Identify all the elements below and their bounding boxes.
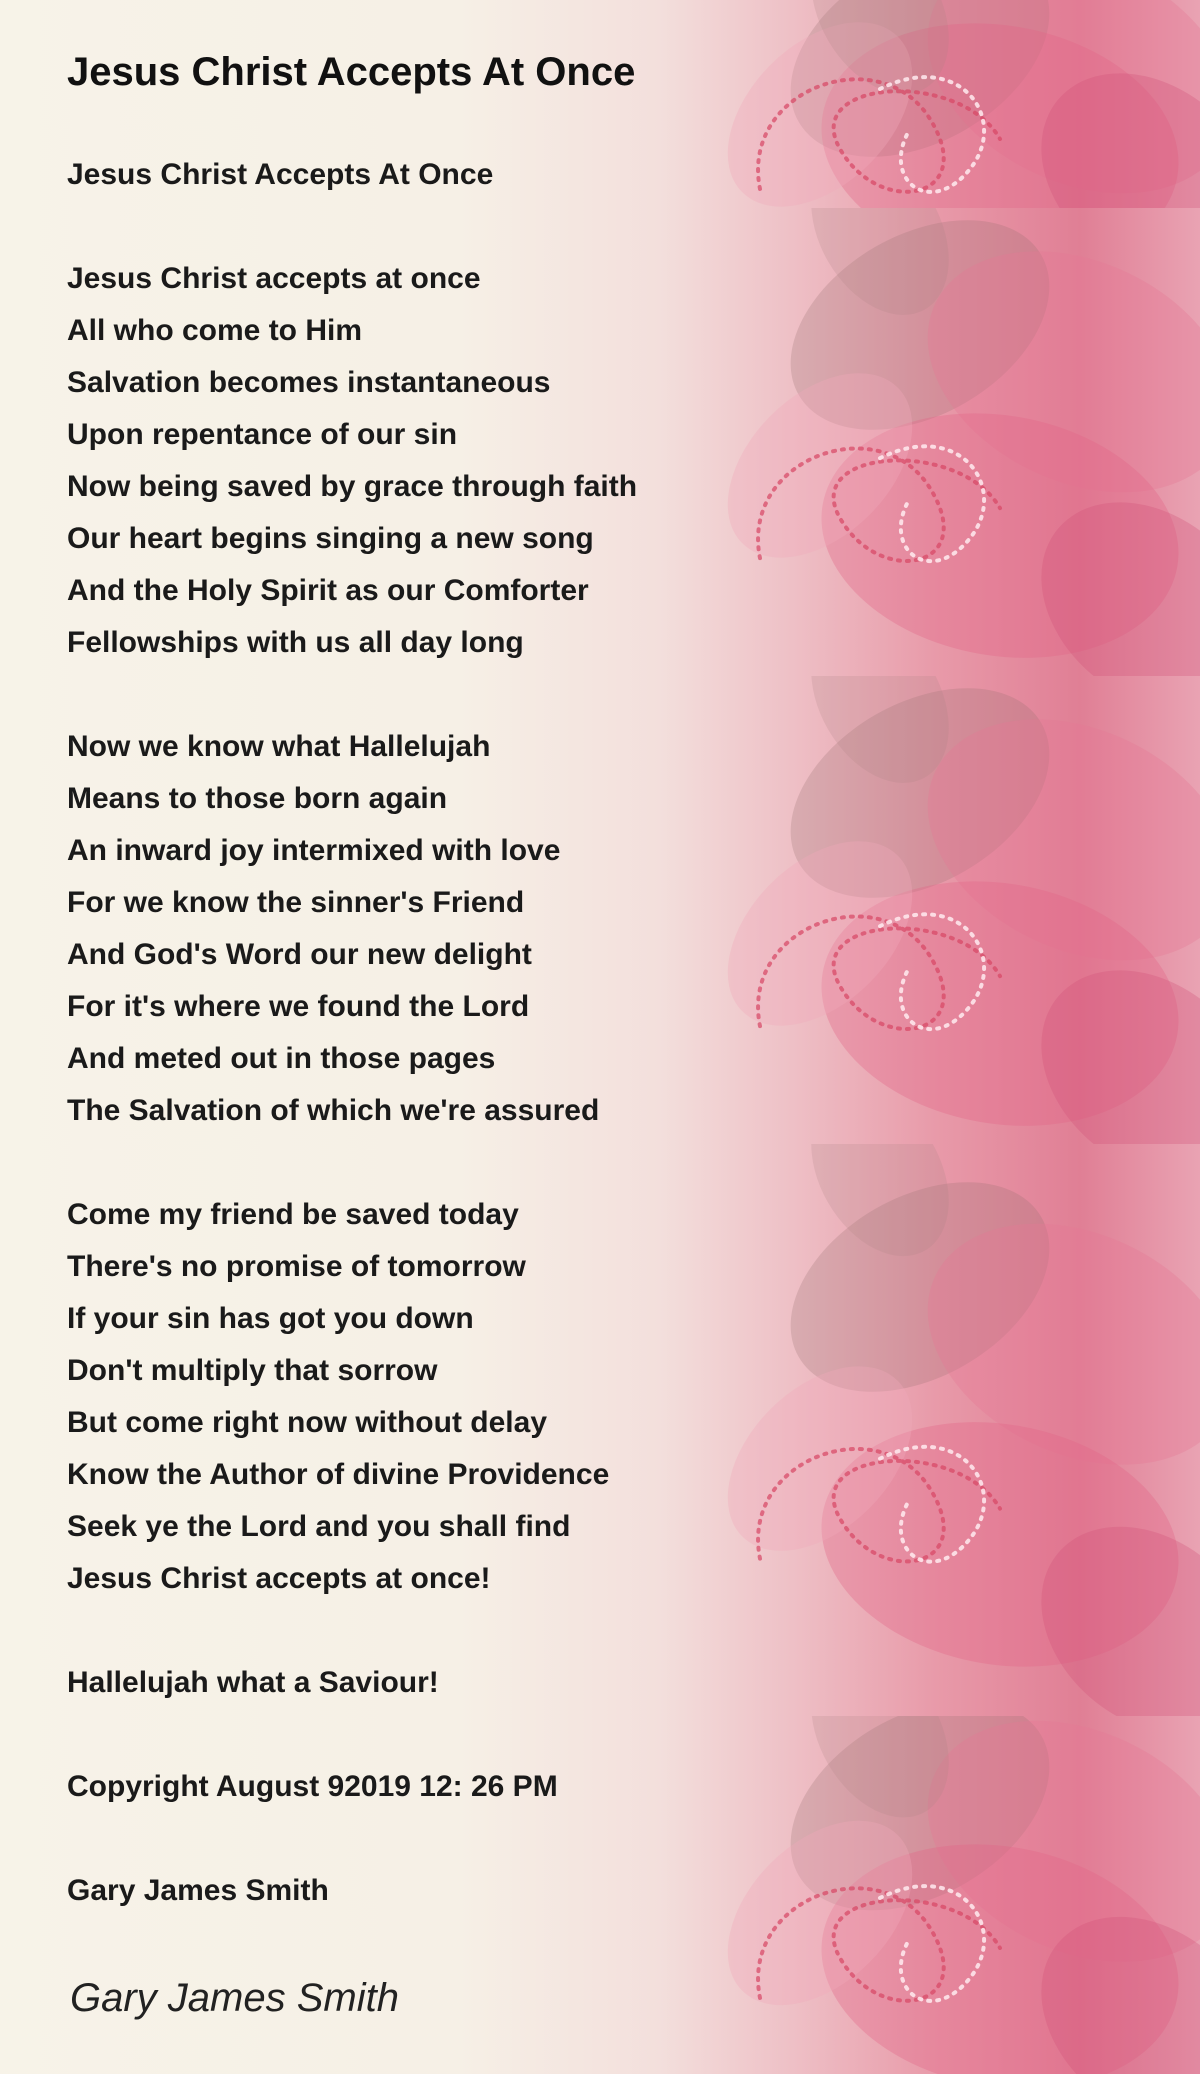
stanza3-line-3: If your sin has got you down — [67, 1302, 474, 1335]
stanza1-line-1: Jesus Christ accepts at once — [67, 262, 481, 295]
stanza2-line-6: For it's where we found the Lord — [67, 990, 530, 1023]
stanza2-line-2: Means to those born again — [67, 782, 448, 815]
author-line: Gary James Smith — [67, 1874, 329, 1907]
stanza3-line-8: Jesus Christ accepts at once! — [67, 1562, 491, 1595]
poem-title: Jesus Christ Accepts At Once — [67, 50, 636, 94]
poem-subtitle: Jesus Christ Accepts At Once — [67, 158, 494, 191]
stanza3-line-2: There's no promise of tomorrow — [67, 1250, 526, 1283]
stanza2-line-4: For we know the sinner's Friend — [67, 886, 525, 919]
closing-line: Hallelujah what a Saviour! — [67, 1666, 439, 1699]
stanza1-line-4: Upon repentance of our sin — [67, 418, 458, 451]
stanza1-line-7: And the Holy Spirit as our Comforter — [67, 574, 589, 607]
stanza1-line-6: Our heart begins singing a new song — [67, 522, 594, 555]
stanza1-line-2: All who come to Him — [67, 314, 363, 347]
stanza2-line-7: And meted out in those pages — [67, 1042, 496, 1075]
stanza1-line-5: Now being saved by grace through faith — [67, 470, 638, 503]
stanza3-line-5: But come right now without delay — [67, 1406, 547, 1439]
stanza1-line-8: Fellowships with us all day long — [67, 626, 524, 659]
stanza3-line-7: Seek ye the Lord and you shall find — [67, 1510, 571, 1543]
author-signature: Gary James Smith — [70, 1976, 399, 2020]
stanza3-line-4: Don't multiply that sorrow — [67, 1354, 438, 1387]
stanza2-line-8: The Salvation of which we're assured — [67, 1094, 600, 1127]
stanza3-line-1: Come my friend be saved today — [67, 1198, 519, 1231]
copyright-line: Copyright August 92019 12: 26 PM — [67, 1770, 558, 1803]
stanza2-line-1: Now we know what Hallelujah — [67, 730, 491, 763]
stanza3-line-6: Know the Author of divine Providence — [67, 1458, 610, 1491]
stanza1-line-3: Salvation becomes instantaneous — [67, 366, 551, 399]
stanza2-line-5: And God's Word our new delight — [67, 938, 532, 971]
stanza2-line-3: An inward joy intermixed with love — [67, 834, 561, 867]
